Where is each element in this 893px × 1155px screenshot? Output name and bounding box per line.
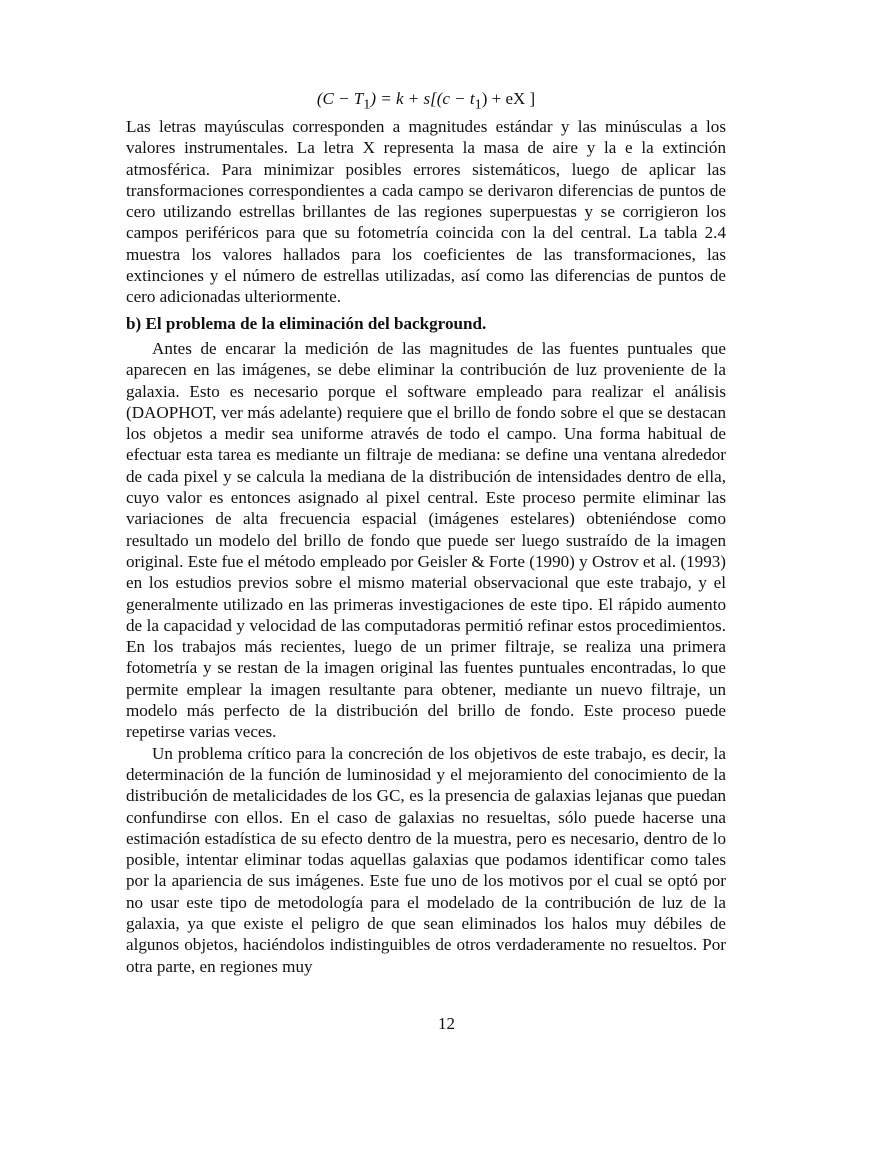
equation-rhs-a: ) = k + s[(c − t (370, 89, 475, 108)
equation-lhs-subscript: 1 (363, 96, 371, 113)
equation-rhs-b: ) + eX ] (481, 89, 536, 108)
equation (126, 86, 726, 116)
page-number: 12 (438, 1014, 455, 1033)
paragraph-galaxy-contamination: Un problema crítico para la concreción de los objetivos de este trabajo, es decir, la determinación de la función de luminosidad y el mejoramiento del conocimiento de la distribución de metalicidades de los GC, es la presencia de galaxias lejanas que puedan confundirse con ellos. En el caso de galaxias no resueltas, sólo puede hacerse una estimación estadística de su efecto dentro de la muestra, pero es necesario, dentro de lo posible, intentar eliminar todas aquellas galaxias que podamos identificar como tales por la apariencia de sus imágenes. Este fue uno de los motivos por el cual se optó por no usar este tipo de metodología para el modelado de la contribución de luz de la galaxia, ya que existe el peligro de que sean eliminados los halos muy débiles de algunos objetos, haciéndolos indistinguibles de otros verdaderamente no resueltos. Por otra parte, en regiones muy (126, 743, 726, 976)
equation-lhs: (C − T (316, 89, 364, 108)
equation-rhs-subscript: 1 (474, 96, 482, 113)
paragraph-background-removal: Antes de encarar la medición de las magnitudes de las fuentes puntuales que aparecen en las imágenes, se debe eliminar la contribución de luz proveniente de la galaxia. Esto es necesario porque el software empleado para realizar el análisis (DAOPHOT, ver más adelante) requiere que el brillo de fondo sobre el que se destacan los objetos a medir sea uniforme através de todo el campo. Una forma habitual de efectuar esta tarea es mediante un filtraje de mediana: se define una ventana alrededor de cada pixel y se calcula la mediana de la distribución de intensidades dentro de ella, cuyo valor es entonces asignado al pixel central. Este proceso permite eliminar las variaciones de alta frecuencia espacial (imágenes estelares) obteniéndose como resultado un modelo del brillo de fondo que puede ser luego sustraído de la imagen original. Este fue el método empleado por Geisler & Forte (1990) y Ostrov et al. (1993) en los estudios previos sobre el mismo material observacional que este trabajo, y el generalmente utilizado en las primeras investigaciones de este tipo. El rápido aumento de la capacidad y velocidad de las computadoras permitió refinar estos procedimientos. En los trabajos más recientes, luego de un primer filtraje, se realiza una primera fotometría y se restan de la imagen original las fuentes puntuales encontradas, lo que permite emplear la imagen resultante para obtener, mediante un nuevo filtraje, un modelo más perfecto de la distribución del brillo de fondo. Este proceso puede repetirse varias veces. (126, 338, 726, 742)
section-heading: b) El problema de la eliminación del background. (126, 313, 487, 333)
page-body (126, 86, 726, 977)
paragraph-transformations: Las letras mayúsculas corresponden a magnitudes estándar y las minúsculas a los valores instrumentales. La letra X representa la masa de aire y la e la extinción atmosférica. Para minimizar posibles errores sistemáticos, luego de aplicar las transformaciones correspondientes a cada campo se derivaron diferencias de puntos de cero utilizando estrellas brillantes de las regiones superpuestas y se corrigieron los campos periféricos para que su fotometría coincida con la del central. La tabla 2.4 muestra los valores hallados para los coeficientes de las transformaciones, las extinciones y el número de estrellas utilizadas, así como las diferencias de puntos de cero adicionadas ulteriormente. (126, 117, 726, 307)
